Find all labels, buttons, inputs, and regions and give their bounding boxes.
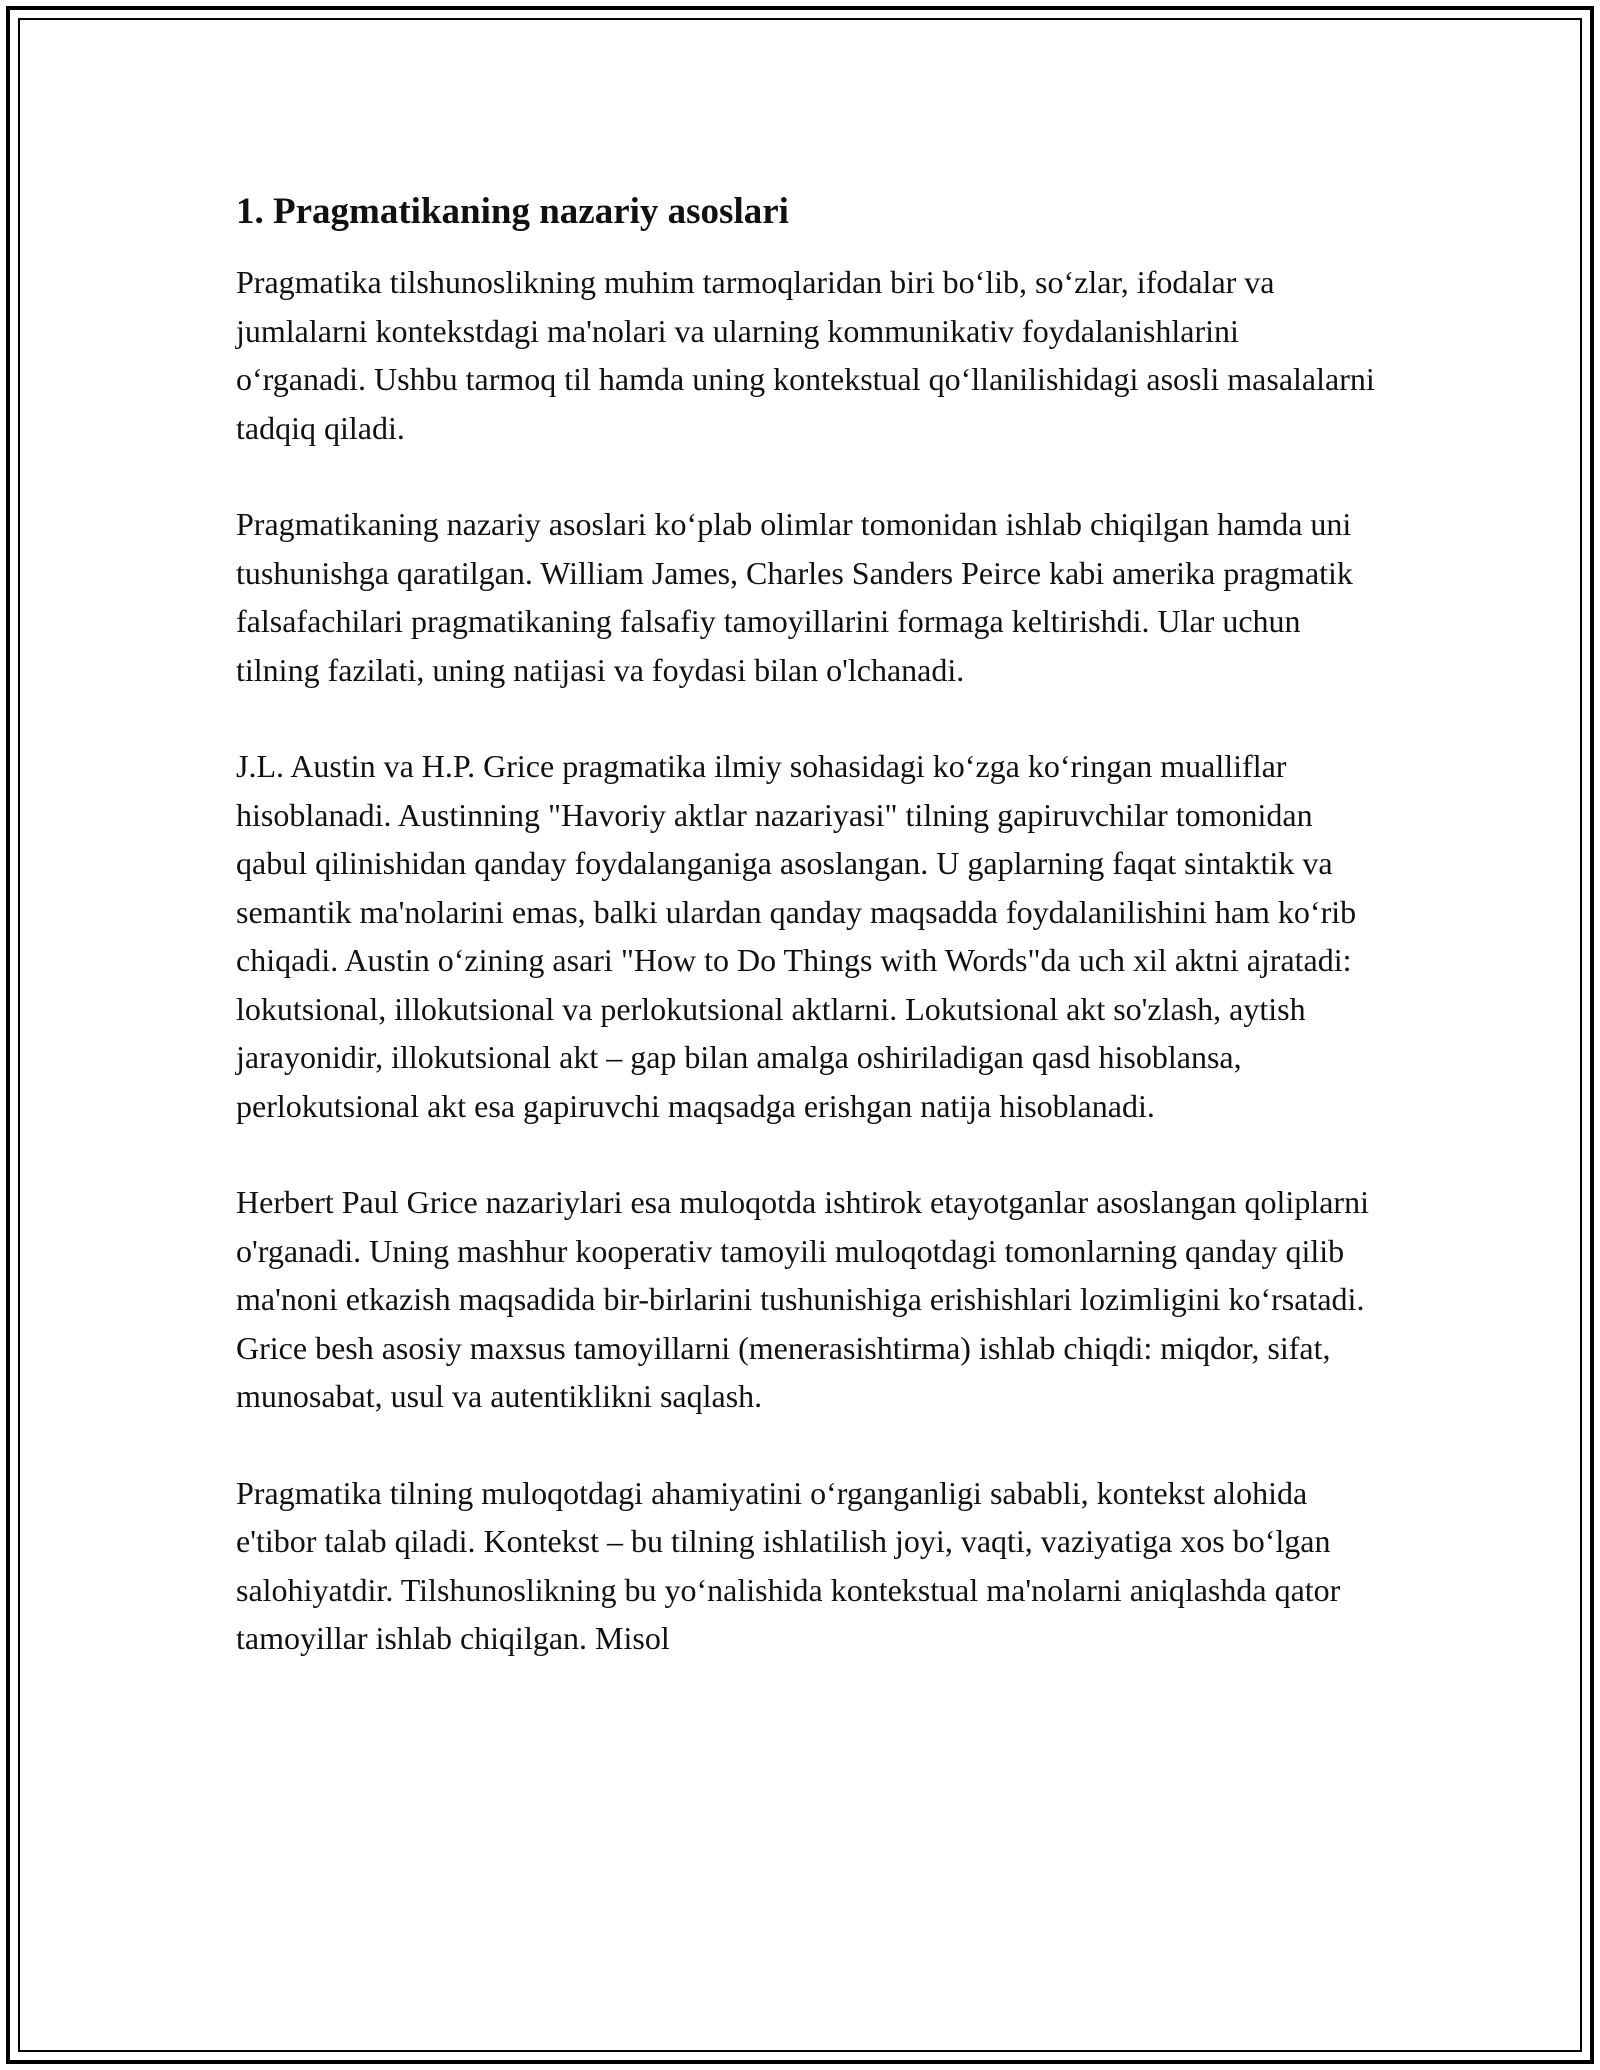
paragraph-5: Pragmatika tilning muloqotdagi ahamiyatini o‘rganganligi sababli, kontekst alohida e'tibor talab qiladi. Kontekst – bu tilning ishlatilish joyi, vaqti, vaziyatiga xos bo‘lgan salohiyatdir. Tilshunoslikning bu yo‘nalishida kontekstual ma'nolarni aniqlashda qator tamoyillar ishlab chiqilgan. Misol xyxy=(236,1474,1341,1656)
document-body xyxy=(236,188,1376,1711)
section-title: 1. Pragmatikaning nazariy asoslari xyxy=(236,191,789,232)
paragraph-4: Herbert Paul Grice nazariylari esa muloqotda ishtirok etayotganlar asoslangan qoliplarni o'rganadi. Uning mashhur kooperativ tamoyili muloqotdagi tomonlarning qanday qilib ma'noni etkazish maqsadida bir-birlarini tushunishiga erishishlari lozimligini ko‘rsatadi. Grice besh asosiy maxsus tamoyillarni (menerasishtirma) ishlab chiqdi: miqdor, sifat, munosabat, usul va autentiklikni saqlash. xyxy=(236,1184,1369,1414)
paragraph-2: Pragmatikaning nazariy asoslari ko‘plab olimlar tomonidan ishlab chiqilgan hamda uni tushunishga qaratilgan. William James, Charles Sanders Peirce kabi amerika pragmatik falsafachilari pragmatikaning falsafiy tamoyillarini formaga keltirishdi. Ular uchun tilning fazilati, uning natijasi va foydasi bilan o'lchanadi. xyxy=(236,506,1353,688)
paragraph-3: J.L. Austin va H.P. Grice pragmatika ilmiy sohasidagi ko‘zga ko‘ringan mualliflar hisoblanadi. Austinning "Havoriy aktlar nazariyasi" tilning gapiruvchilar tomonidan qabul qilinishidan qanday foydalanganiga asoslangan. U gaplarning faqat sintaktik va semantik ma'nolarini emas, balki ulardan qanday maqsadda foydalanilishini ham ko‘rib chiqadi. Austin o‘zining asari "How to Do Things with Words"da uch xil aktni ajratadi: lokutsional, illokutsional va perlokutsional aktlarni. Lokutsional akt so'zlash, aytish jarayonidir, illokutsional akt – gap bilan amalga oshiriladigan qasd hisoblansa, perlokutsional akt esa gapiruvchi maqsadga erishgan natija hisoblanadi. xyxy=(236,748,1357,1124)
paragraph-1: Pragmatika tilshunoslikning muhim tarmoqlaridan biri bo‘lib, so‘zlar, ifodalar va jumlalarni kontekstdagi ma'nolari va ularning kommunikativ foydalanishlarini o‘rganadi. Ushbu tarmoq til hamda uning kontekstual qo‘llanilishidagi asosli masalalarni tadqiq qiladi. xyxy=(236,264,1375,446)
